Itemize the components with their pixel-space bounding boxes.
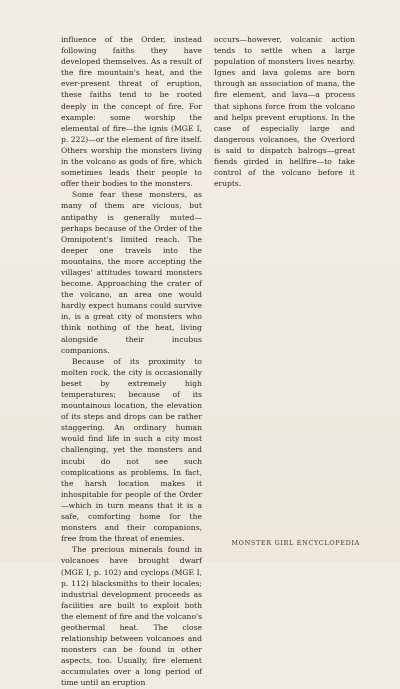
right-text-column <box>214 34 355 189</box>
paragraph: Because of its proximity to molten rock, the city is occasionally beset by extremely high temperatures; because of its mountainous location, the elevation of its steps and drops can be rather staggering. An ordinary human would find life in such a city most challenging, yet the monsters and incubi do not see such complications as problems. In fact, the harsh location makes it inhospitable for people of the Order—which in turn means that it is a safe, comforting home for the monsters and their companions, free from the threat of enemies. <box>61 356 202 544</box>
left-text-column <box>61 34 202 689</box>
paragraph: The precious minerals found in volcanoes have brought dwarf (MGE I, p. 102) and cyclops (MGE I, p. 112) blacksmiths to their locales; industrial development proceeds as facilities are built to exploit both the element of fire and the volcano's geothermal heat. The close relationship between volcanoes and monsters can be found in other aspects, too. Usually, fire element accumulates over a long period of time until an eruption <box>61 545 202 688</box>
paragraph: Some fear these monsters, as many of them are vicious, but antipathy is generally muted—perhaps because of the Order of the Omnipotent's limited reach. The deeper one travels into the mountains, the more accepting the villages' attitudes toward monsters become. Approaching the crater of the volcano, an area one would hardly expect humans could survive in, is a great city of monsters who think nothing of the heat, living alongside their incubus companions. <box>61 190 202 355</box>
running-footer: MONSTER GIRL ENCYCLOPEDIA <box>231 539 360 547</box>
paragraph: occurs—however, volcanic action tends to settle when a large population of monsters lives nearby. Ignes and lava golems are born through an association of mana, the fire element, and lava—a process that siphons force from the volcano and helps prevent eruptions. In the case of especially large and dangerous volcanoes, the Overlord is said to dispatch balrogs—great fiends girded in hellfire—to take control of the volcano before it erupts. <box>214 35 355 189</box>
paragraph: influence of the Order, instead following faiths they have developed themselves. As a result of the fire mountain's heat, and the ever-present threat of eruption, these faiths tend to be rooted deeply in the concept of fire. For example: some worship the elemental of fire—the ignis (MGE I, p. 222)—or the element of fire itself. Others worship the monsters living in the volcano as gods of fire, which sometimes leads their people to offer their bodies to the monsters. <box>61 35 202 189</box>
